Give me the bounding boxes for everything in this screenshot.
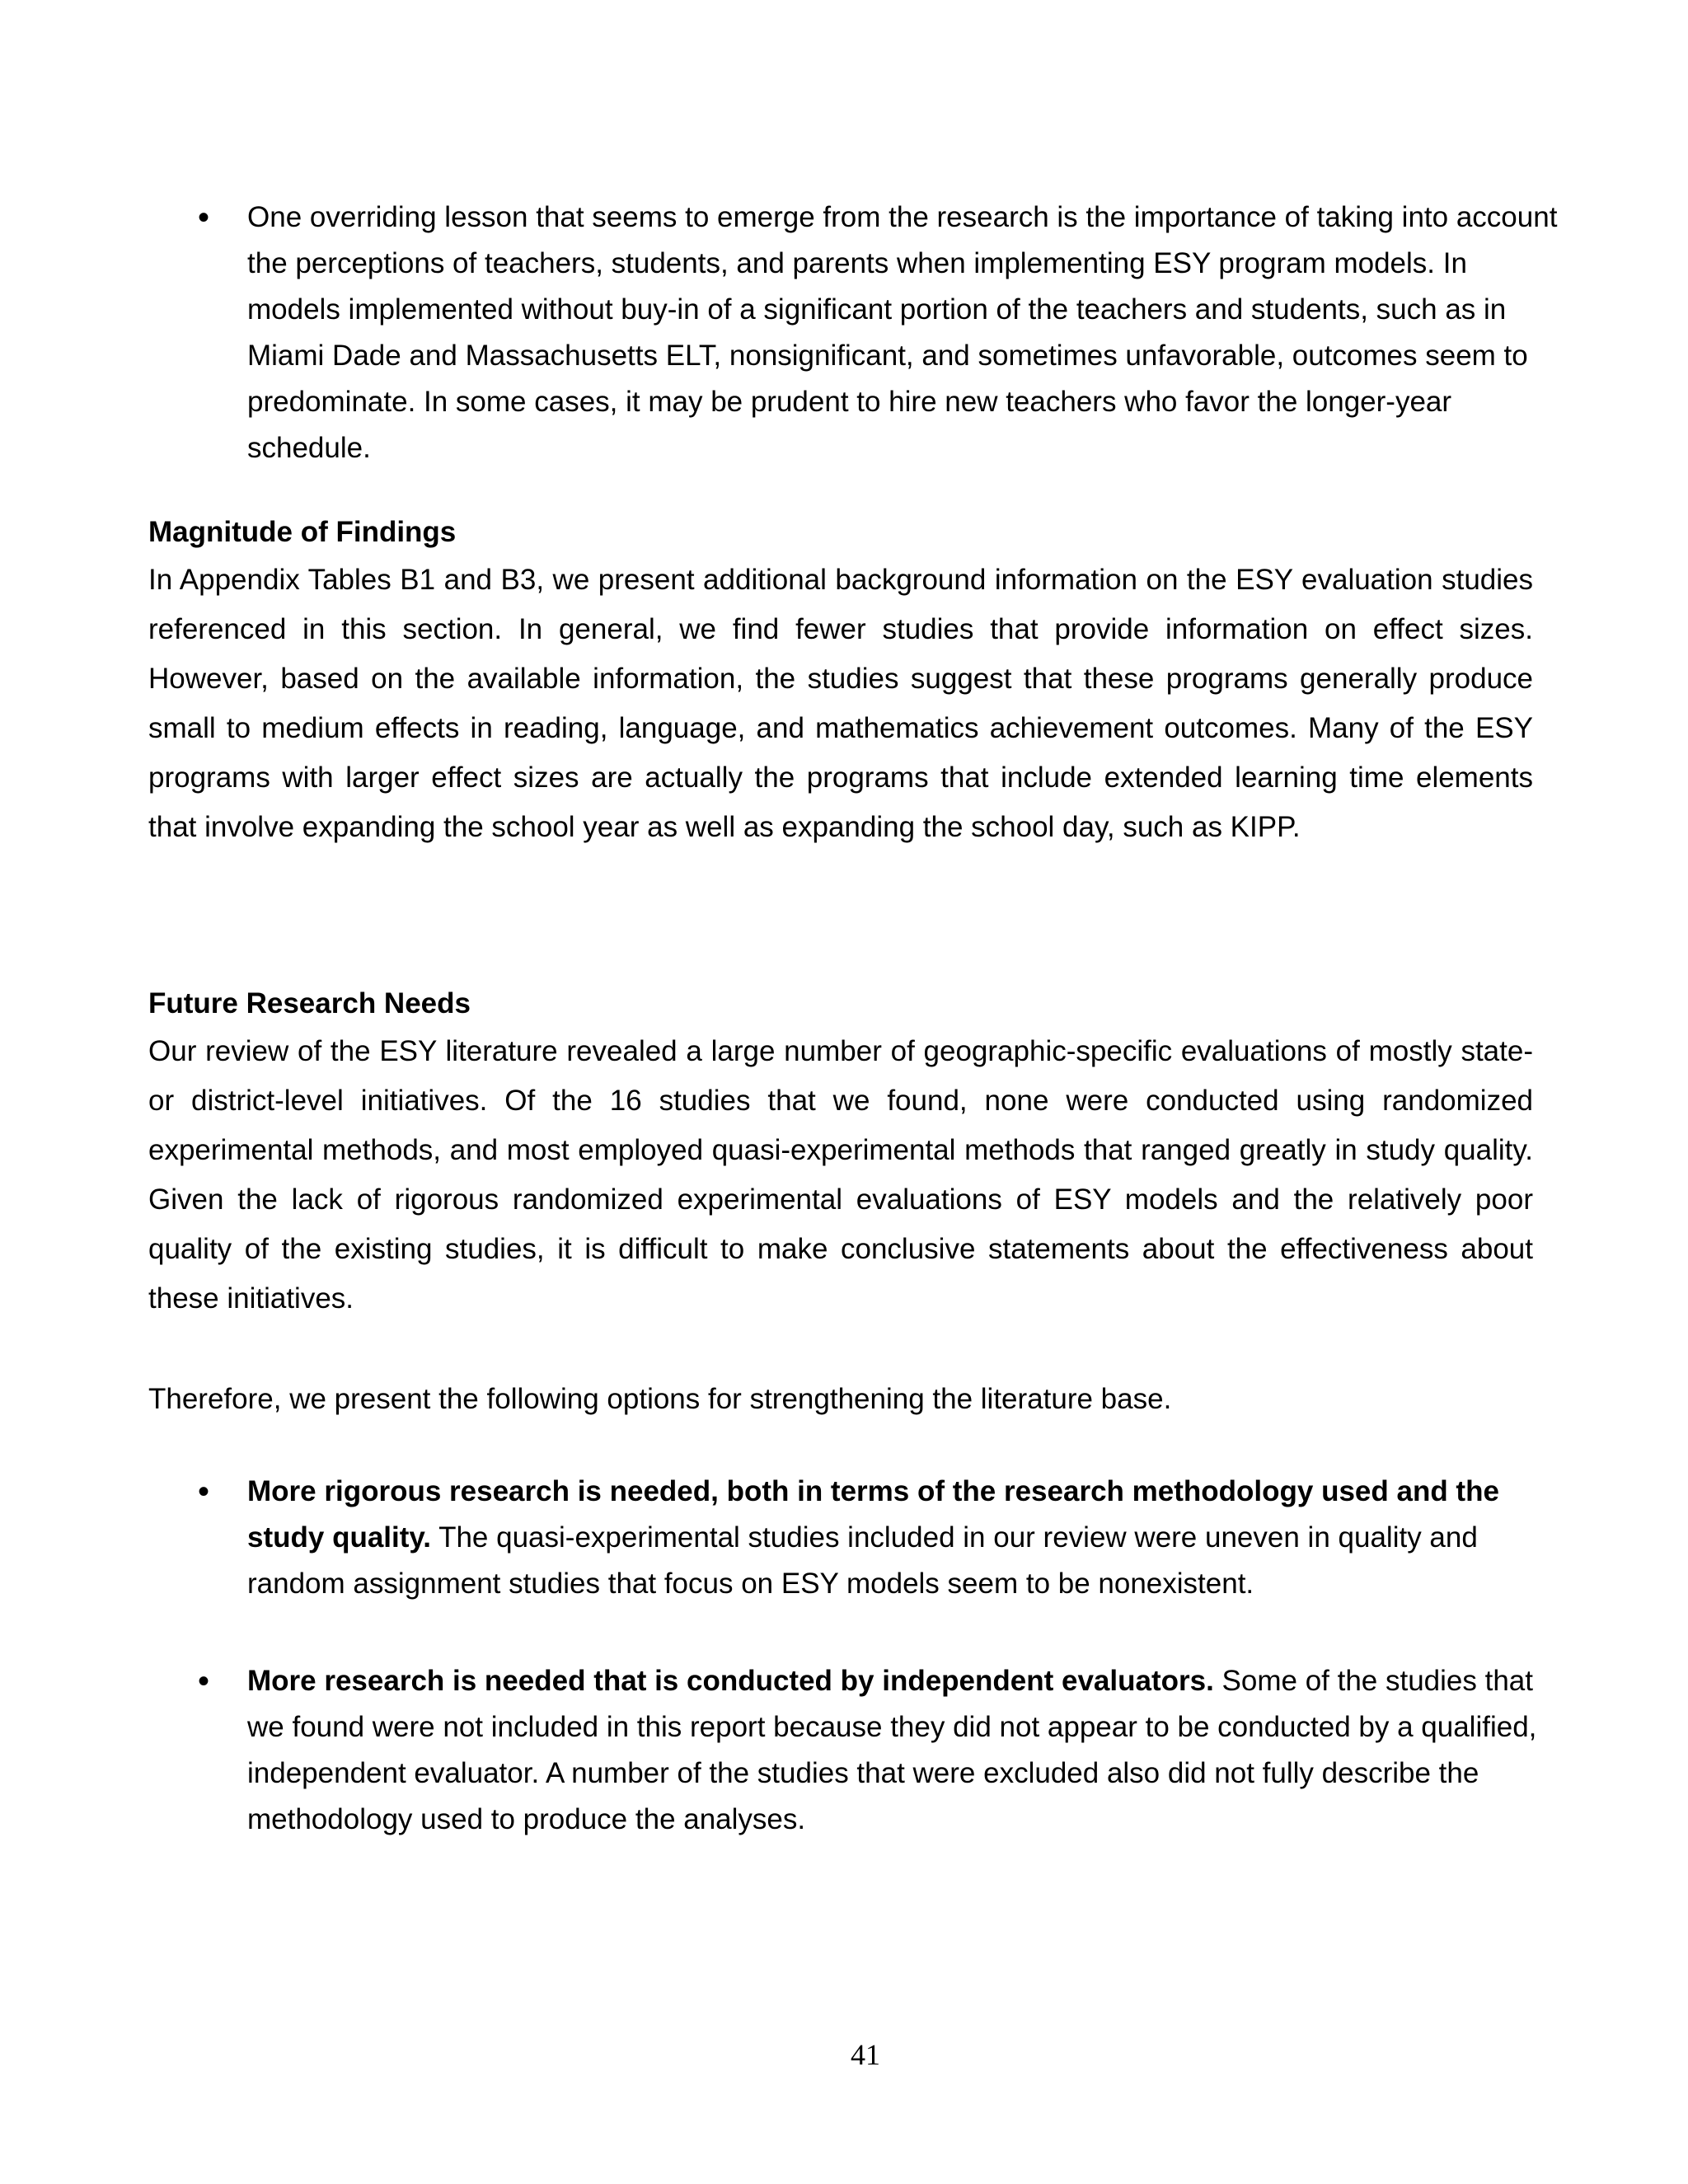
bullet-item [198,194,1566,475]
bullet-item [198,1658,1566,1856]
page-number: 41 [851,2038,880,2071]
paragraph-magnitude: In Appendix Tables B1 and B3, we present additional background information on the ESY evaluation studies referenced in this section. In general, we find fewer studies that provide information on effect sizes. However, based on the available information, the studies suggest that these programs generally produce small to medium effects in reading, language, and mathematics achievement outcomes. Many of the ESY programs with larger effect sizes are actually the programs that include extended learning time elements that involve expanding the school year as well as expanding the school day, such as KIPP. [148,564,1533,843]
paragraph-intro: Therefore, we present the following options for strengthening the literature base. [148,1383,1172,1415]
bullet-item [198,1469,1566,1617]
bullet-dot: • [198,199,210,236]
bullet-body: Some of the studies that we found were not included in this report because they did not appear to be conducted by a qualified, independent evaluator. A number of the studies that were excluded also did not fully describe the methodology used to produce the analyses. [247,1665,1537,1835]
bullet-bold-lead: More rigorous research is needed, both in terms of the research methodology used and the study quality. [247,1475,1499,1554]
bullet-text [247,1658,1566,1843]
bullet-text: One overriding lesson that seems to emerge from the research is the importance of taking into account the perceptions of teachers, students, and parents when implementing ESY program models. In models implemented without buy-in of a significant portion of the teachers and students, such as in Miami Dade and Massachusetts ELT, nonsignificant, and sometimes unfavorable, outcomes seem to predominate. In some cases, it may be prudent to hire new teachers who favor the longer-year schedule. [247,201,1558,464]
bullet-dot: • [198,1663,210,1699]
bullet-dot: • [198,1474,210,1510]
bullet-bold-lead: More research is needed that is conducted by independent evaluators. [247,1665,1214,1697]
section-heading-future: Future Research Needs [148,987,471,1019]
bullet-text [247,1469,1566,1607]
paragraph-future: Our review of the ESY literature revealed a large number of geographic-specific evaluations of mostly state- or district-level initiatives. Of the 16 studies that we found, none were conducted using randomized experimental methods, and most employed quasi-experimental methods that ranged greatly in study quality. Given the lack of rigorous randomized experimental evaluations of ESY models and the relatively poor quality of the existing studies, it is difficult to make conclusive statements about the effectiveness about these initiatives. [148,1035,1533,1315]
section-heading-magnitude: Magnitude of Findings [148,516,457,548]
bullet-body: The quasi-experimental studies included in our review were uneven in quality and random assignment studies that focus on ESY models seem to be nonexistent. [247,1521,1478,1600]
